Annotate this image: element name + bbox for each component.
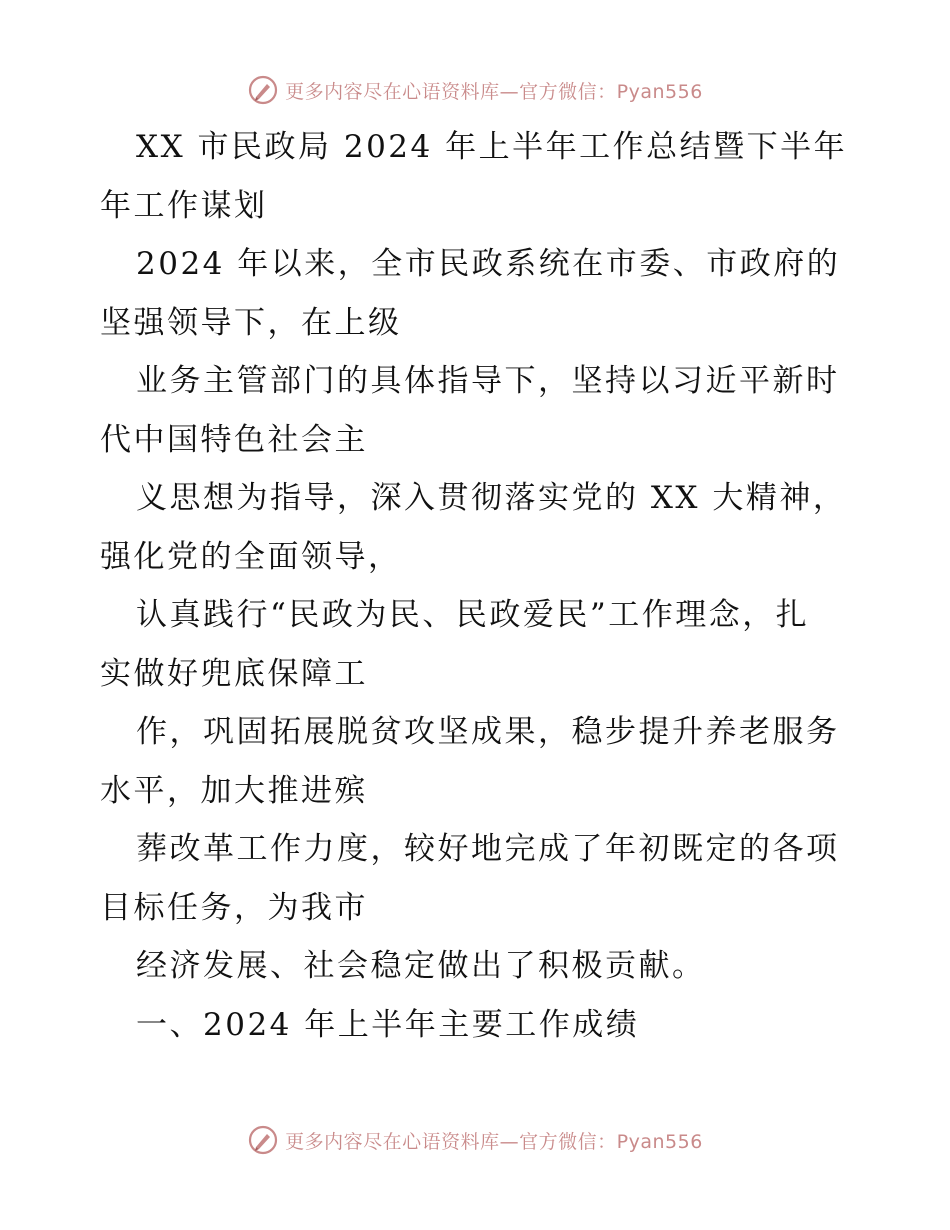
paragraph-5: 作，巩固拓展脱贫攻坚成果，稳步提升养老服务 水平，加大推进殡 <box>100 714 840 809</box>
paragraph-6: 葬改革工作力度，较好地完成了年初既定的各项 目标任务，为我市 <box>100 831 840 926</box>
paragraph-7: 经济发展、社会稳定做出了积极贡献。 <box>136 948 706 984</box>
pen-logo-icon <box>247 1124 279 1156</box>
document-body <box>100 118 860 1054</box>
footer-banner <box>0 1120 950 1160</box>
paragraph-1: 2024 年以来，全市民政系统在市委、市政府的 坚强领导下，在上级 <box>100 246 841 341</box>
paragraph-4: 认真践行“民政为民、民政爱民”工作理念，扎 实做好兜底保障工 <box>100 597 810 692</box>
paragraph-2: 业务主管部门的具体指导下，坚持以习近平新时 代中国特色社会主 <box>100 363 840 458</box>
document-title: XX 市民政局 2024 年上半年工作总结暨下半年 年工作谋划 <box>100 129 848 224</box>
pen-logo-icon <box>247 74 279 106</box>
footer-banner-text: 更多内容尽在心语资料库—官方微信：Pyan556 <box>285 1130 703 1153</box>
section-heading: 一、2024 年上半年主要工作成绩 <box>136 1006 640 1043</box>
header-banner <box>0 70 950 110</box>
header-banner-text: 更多内容尽在心语资料库—官方微信：Pyan556 <box>285 80 703 103</box>
paragraph-3: 义思想为指导，深入贯彻落实党的 XX 大精神， 强化党的全面领导， <box>100 480 847 575</box>
